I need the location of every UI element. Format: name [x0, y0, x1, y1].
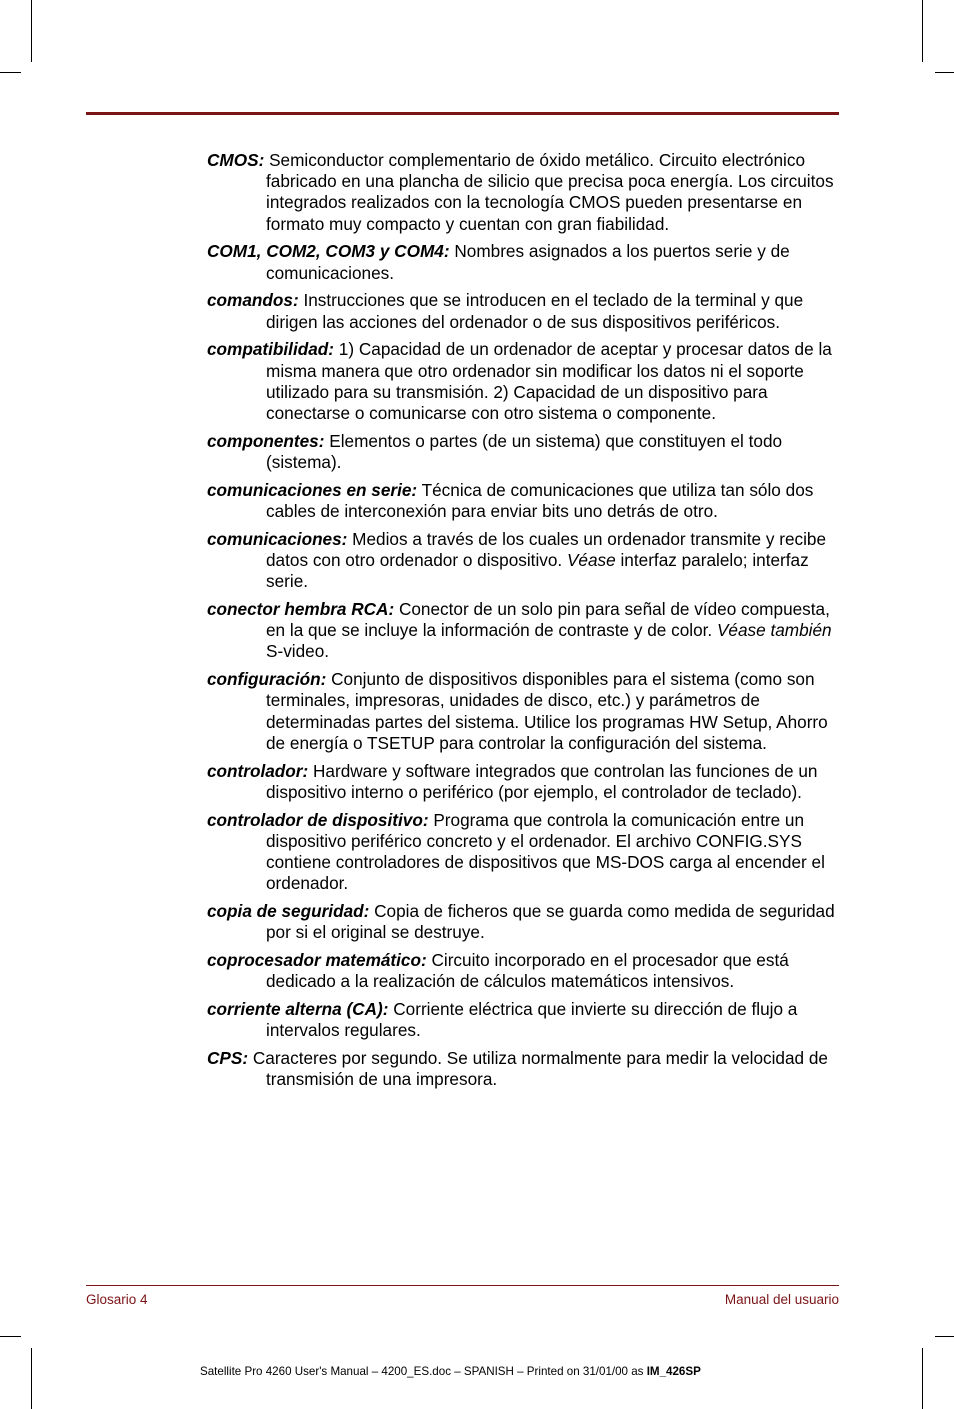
crop-mark — [922, 1348, 923, 1409]
crop-mark — [0, 72, 21, 73]
glossary-definition: Programa que controla la comunicación entre un dispositivo periférico concreto y el ordenador. El archivo CONFIG.SYS contiene controladores de dispositivos que MS-DOS carga al encender el ordenador. — [266, 809, 825, 894]
glossary-definition: Corriente eléctrica que invierte su dirección de flujo a intervalos regulares. — [266, 999, 798, 1041]
print-info-line — [200, 1365, 701, 1378]
glossary-definition: Técnica de comunicaciones que utiliza tan sólo dos cables de interconexión para enviar bits uno detrás de otro. — [266, 479, 814, 522]
glossary-entry — [207, 810, 841, 895]
glossary-definition: Elementos o partes (de un sistema) que constituyen el todo (sistema). — [266, 430, 783, 473]
glossary-term: conector hembra RCA: — [207, 599, 395, 620]
glossary-term: CMOS: — [207, 150, 265, 170]
crop-mark — [922, 0, 923, 62]
glossary-entry — [207, 290, 841, 332]
glossary-term: coprocesador matemático: — [207, 950, 427, 971]
glossary-list — [207, 150, 841, 1097]
glossary-term: copia de seguridad: — [207, 901, 370, 922]
glossary-term: comunicaciones: — [207, 528, 348, 549]
glossary-entry — [207, 431, 841, 473]
glossary-definition: Instrucciones que se introducen en el teclado de la terminal y que dirigen las acciones del ordenador o de sus dispositivos periféricos. — [266, 290, 804, 332]
glossary-entry — [207, 480, 841, 522]
glossary-term: comandos: — [207, 290, 299, 311]
glossary-entry — [207, 999, 841, 1041]
glossary-entry — [207, 241, 841, 283]
glossary-definition: Caracteres por segundo. Se utiliza normalmente para medir la velocidad de transmisión de una impresora. — [248, 1048, 828, 1090]
glossary-definition: Nombres asignados a los puertos serie y de comunicaciones. — [266, 241, 790, 283]
glossary-definition: Conjunto de dispositivos disponibles para el sistema (como son terminales, impresoras, unidades de disco, etc.) y parámetros de determinadas partes del sistema. Utilice los programas HW Setup, Ahorro de energía o TSETUP para controlar la configuración del sistema. — [266, 669, 828, 753]
glossary-entry — [207, 599, 841, 663]
glossary-term: comunicaciones en serie: — [207, 479, 418, 500]
crop-mark — [0, 1336, 21, 1337]
glossary-definition: Circuito incorporado en el procesador que está dedicado a la realización de cálculos matemáticos intensivos. — [266, 950, 789, 992]
glossary-term: controlador: — [207, 760, 309, 781]
glossary-entry — [207, 1048, 841, 1090]
glossary-entry — [207, 339, 841, 424]
print-info-code: IM_426SP — [646, 1365, 701, 1378]
glossary-definition: interfaz paralelo; interfaz serie. — [266, 550, 809, 592]
glossary-definition: Medios a través de los cuales un ordenador transmite y recibe datos con otro ordenador o dispositivo. — [266, 528, 827, 571]
glossary-term: componentes: — [207, 430, 325, 451]
cross-reference: Véase — [566, 550, 616, 571]
glossary-definition: 1) Capacidad de un ordenador de aceptar y procesar datos de la misma manera que otro ordenador sin modificar los datos ni el soporte utilizado para su transmisión. 2) Capacidad de un dispositivo para conectarse o comunicarse con otro sistema o componente. — [266, 339, 832, 424]
glossary-definition: Hardware y software integrados que controlan las funciones de un dispositivo interno o periférico (por ejemplo, el controlador de teclado). — [266, 760, 818, 802]
glossary-definition: S-video. — [266, 641, 330, 662]
crop-mark — [935, 1336, 954, 1337]
crop-mark — [31, 1348, 32, 1409]
glossary-term: CPS: — [207, 1048, 249, 1069]
glossary-entry — [207, 950, 841, 992]
print-info-text: Satellite Pro 4260 User's Manual – 4200_ES.doc – SPANISH – Printed on 31/01/00 as — [200, 1365, 647, 1378]
glossary-definition: Semiconductor complementario de óxido metálico. Circuito electrónico fabricado en una plancha de silicio que precisa poca energía. Los circuitos integrados realizados con la tecnología CMOS pueden presentarse en formato muy compacto y cuentan con gran fiabilidad. — [264, 150, 834, 234]
glossary-entry — [207, 761, 841, 803]
glossary-term: compatibilidad: — [207, 339, 335, 360]
glossary-entry — [207, 669, 841, 754]
footer-page-label: Glosario 4 — [86, 1292, 148, 1307]
footer-manual-title: Manual del usuario — [724, 1292, 839, 1307]
glossary-entry — [207, 150, 841, 235]
glossary-entry — [207, 901, 841, 943]
glossary-term: corriente alterna (CA): — [207, 999, 389, 1020]
glossary-term: controlador de dispositivo: — [207, 809, 429, 830]
crop-mark — [935, 72, 954, 73]
glossary-term: COM1, COM2, COM3 y COM4: — [207, 241, 450, 262]
footer-rule — [86, 1285, 839, 1286]
glossary-definition: Copia de ficheros que se guarda como medida de seguridad por si el original se destruye. — [266, 901, 835, 943]
crop-mark — [31, 0, 32, 62]
cross-reference: Véase también — [716, 620, 832, 641]
glossary-entry — [207, 529, 841, 593]
glossary-definition: Conector de un solo pin para señal de vídeo compuesta, en la que se incluye la información de contraste y de color. — [266, 599, 830, 641]
header-rule — [86, 112, 839, 115]
glossary-term: configuración: — [207, 669, 327, 690]
